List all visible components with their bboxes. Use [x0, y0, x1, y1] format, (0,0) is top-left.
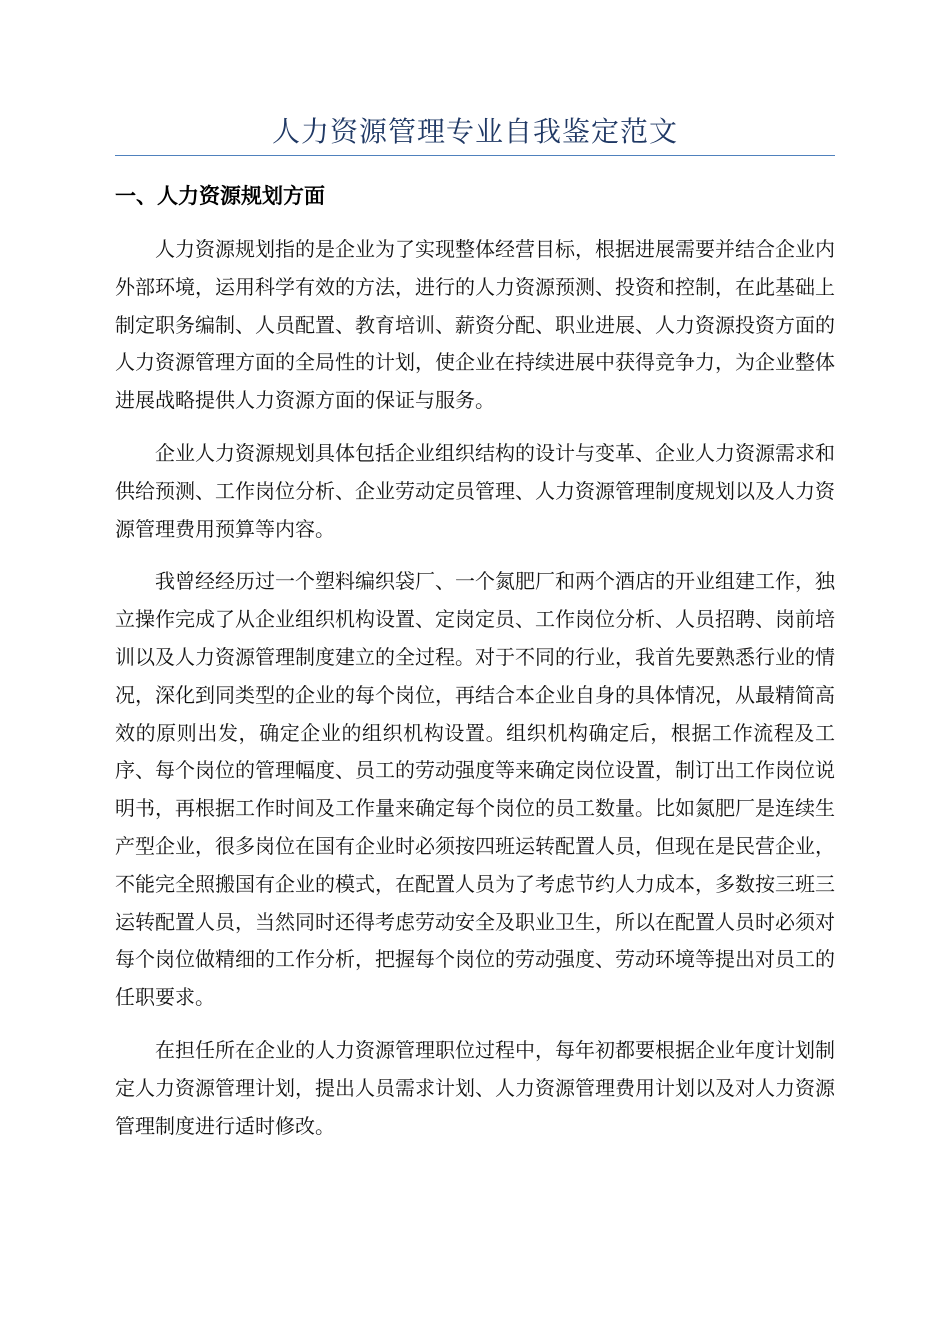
section-heading: 一、人力资源规划方面 [115, 184, 325, 208]
paragraph-4: 在担任所在企业的人力资源管理职位过程中，每年初都要根据企业年度计划制定人力资源管理计划，提出人员需求计划、人力资源管理费用计划以及对人力资源管理制度进行适时修改。 [115, 1037, 835, 1138]
title-underline [115, 155, 835, 156]
paragraph-3: 我曾经经历过一个塑料编织袋厂、一个氮肥厂和两个酒店的开业组建工作，独立操作完成了从企业组织机构设置、定岗定员、工作岗位分析、人员招聘、岗前培训以及人力资源管理制度建立的全过程。对于不同的行业，我首先要熟悉行业的情况，深化到同类型的企业的每个岗位，再结合本企业自身的具体情况，从最精简高效的原则出发，确定企业的组织机构设置。组织机构确定后，根据工作流程及工序、每个岗位的管理幅度、员工的劳动强度等来确定岗位设置，制订出工作岗位说明书，再根据工作时间及工作量来确定每个岗位的员工数量。比如氮肥厂是连续生产型企业，很多岗位在国有企业时必须按四班运转配置人员，但现在是民营企业，不能完全照搬国有企业的模式，在配置人员为了考虑节约人力成本，多数按三班三运转配置人员，当然同时还得考虑劳动安全及职业卫生，所以在配置人员时必须对每个岗位做精细的工作分析，把握每个岗位的劳动强度、劳动环境等提出对员工的任职要求。 [115, 569, 835, 1010]
paragraph-2: 企业人力资源规划具体包括企业组织结构的设计与变革、企业人力资源需求和供给预测、工作岗位分析、企业劳动定员管理、人力资源管理制度规划以及人力资源管理费用预算等内容。 [115, 440, 835, 541]
paragraph-1: 人力资源规划指的是企业为了实现整体经营目标，根据进展需要并结合企业内外部环境，运用科学有效的方法，进行的人力资源预测、投资和控制，在此基础上制定职务编制、人员配置、教育培训、薪资分配、职业进展、人力资源投资方面的人力资源管理方面的全局性的计划，使企业在持续进展中获得竞争力，为企业整体进展战略提供人力资源方面的保证与服务。 [115, 237, 835, 413]
document-title: 人力资源管理专业自我鉴定范文 [271, 115, 678, 148]
document-body [115, 231, 835, 1160]
